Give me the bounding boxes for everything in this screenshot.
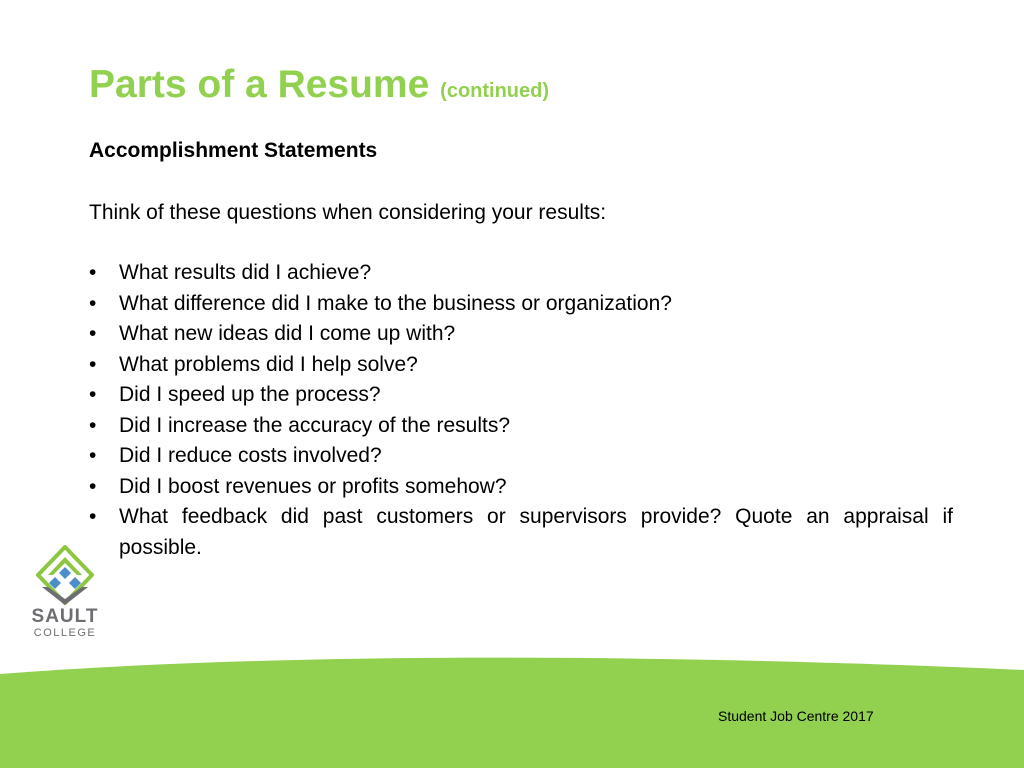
footer-band <box>0 640 1024 768</box>
sault-college-logo <box>30 545 100 645</box>
list-item <box>89 502 953 563</box>
list-item <box>89 319 953 350</box>
list-item <box>89 380 953 411</box>
footer-text: Student Job Centre 2017 <box>718 708 874 724</box>
bullet-glyph: • <box>89 383 97 406</box>
list-item <box>89 472 953 503</box>
list-item <box>89 289 953 320</box>
slide-title-main: Parts of a Resume <box>89 63 430 106</box>
list-item-text: Did I speed up the process? <box>119 383 381 406</box>
bullet-list <box>89 258 953 563</box>
bullet-glyph: • <box>89 474 97 498</box>
list-item <box>89 350 953 381</box>
list-item-text: Did I boost revenues or profits somehow? <box>119 474 507 498</box>
slide-title-suffix: (continued) <box>440 80 550 102</box>
bullet-glyph: • <box>89 261 97 284</box>
list-item-text: Did I reduce costs involved? <box>119 444 382 467</box>
section-heading: Accomplishment Statements <box>89 139 378 162</box>
list-item <box>89 441 953 472</box>
logo-subname: COLLEGE <box>33 627 97 639</box>
bullet-glyph: • <box>89 505 97 528</box>
bullet-glyph: • <box>89 444 97 467</box>
list-item-text: What results did I achieve? <box>119 261 372 284</box>
bullet-glyph: • <box>89 322 97 345</box>
bullet-glyph: • <box>89 352 97 376</box>
logo-name: SAULT <box>31 606 99 627</box>
list-item <box>89 411 953 442</box>
bullet-glyph: • <box>89 291 97 315</box>
logo-emblem-icon <box>30 545 100 607</box>
list-item-text: What feedback did past customers or supervisors provide? Quote an appraisal if possible. <box>119 505 953 559</box>
list-item-text: What problems did I help solve? <box>119 352 418 376</box>
list-item-text: Did I increase the accuracy of the results? <box>119 413 511 437</box>
bullet-glyph: • <box>89 413 97 437</box>
intro-text: Think of these questions when considering your results: <box>89 201 607 224</box>
list-item <box>89 258 953 289</box>
list-item-text: What difference did I make to the business or organization? <box>119 291 672 315</box>
slide-title <box>89 62 549 114</box>
list-item-text: What new ideas did I come up with? <box>119 322 456 345</box>
